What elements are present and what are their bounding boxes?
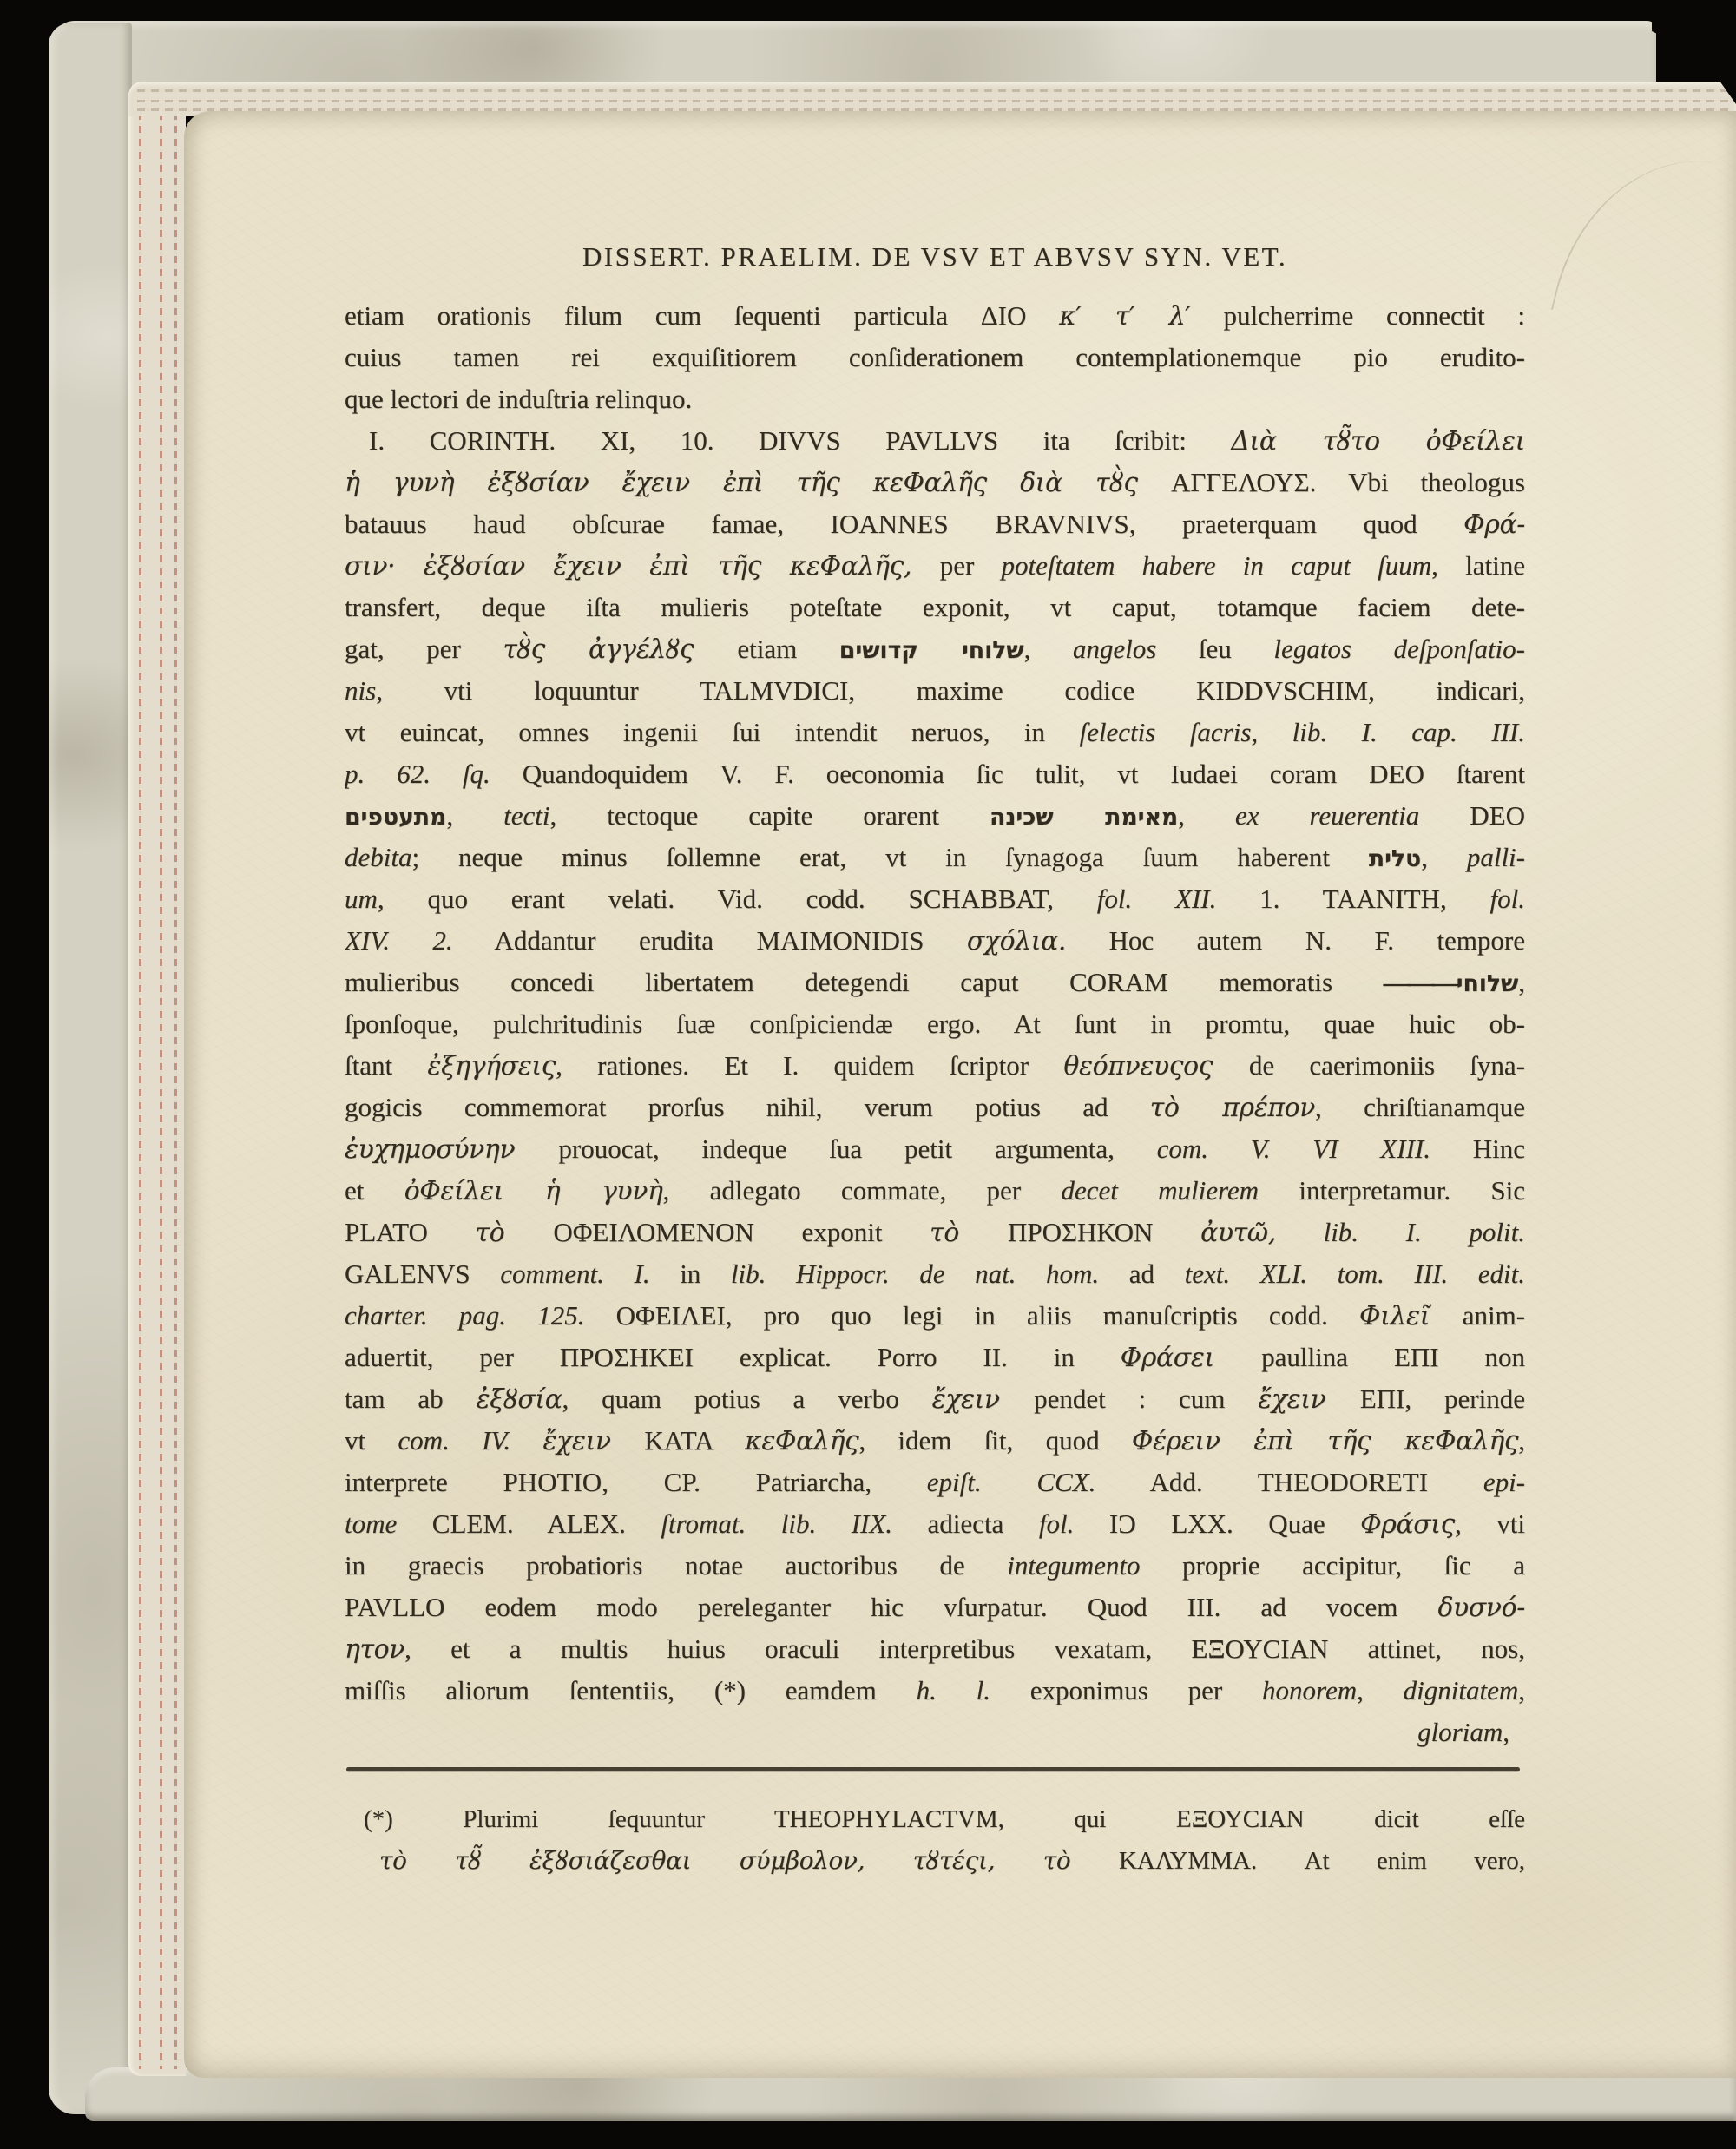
page-stack-left-edges <box>128 82 186 2076</box>
text-line: miſſis aliorum ſententiis, (*) eamdem h. l. exponimus per honorem, dignitatem, <box>345 1675 1525 1705</box>
text-line: um, quo erant velati. Vid. codd. SCHABBAT, fol. XII. 1. TAANITH, fol. <box>345 884 1525 914</box>
text-line: nis, vti loquuntur TALMVDICI, maxime codice KIDDVSCHIM, indicari, <box>345 675 1525 706</box>
text-line: etiam orationis filum cum ſequenti particula ΔΙΟ κ′ τ′ λ′ pulcherrime connectit : <box>345 300 1525 332</box>
text-line: PLATO τὸ ΟΦΕΙΛΟΜΕΝΟΝ exponit τὸ ΠΡΟΣΗΚΟΝ ἀυτῶ, lib. I. polit. <box>345 1217 1525 1248</box>
footnote-rule <box>346 1767 1520 1771</box>
text-line: que lectori de induſtria relinquo. <box>345 384 693 414</box>
text-line: mulieribus concedi libertatem detegendi caput CORAM memoratis ———שלוחי, <box>345 967 1525 997</box>
book-page <box>184 111 1736 2078</box>
page-crease <box>1551 133 1723 342</box>
text-line: gloriam, <box>1417 1717 1509 1747</box>
text-block <box>345 295 1525 1753</box>
text-line: מתעטפים, tecti, tectoque capite orarent מאימת שכינה, ex reuerentia DEO <box>345 800 1525 831</box>
text-line: ἡ γυνὴ ἐξȣσίαν ἔχειν ἐπὶ τῆς κεΦαλῆς διὰ τȣ̀ς ΑΓΓΕΛΟΥΣ. Vbi theologus <box>345 467 1525 498</box>
text-line: σιν· ἐξȣσίαν ἔχειν ἐπὶ τῆς κεΦαλῆς, per poteſtatem habere in caput ſuum, latine <box>345 550 1525 582</box>
text-line: debita; neque minus ſollemne erat, vt in ſynagoga ſuum haberent טלית, palli- <box>345 842 1525 872</box>
text-line: batauus haud obſcurae famae, IOANNES BRAVNIVS, praeterquam quod Φρά- <box>345 509 1525 540</box>
footnote-line: τὸ τȣ̃ ἐξȣσιάζεσθαι σύμβολον, τȣτέςι, τὸ ΚΑΛΥΜΜΑ. At enim vero, <box>379 1846 1525 1875</box>
text-line: ſponſoque, pulchritudinis ſuæ conſpiciendæ ergo. At ſunt in promtu, quae huic ob- <box>345 1009 1525 1039</box>
page-edge-line <box>139 87 141 2069</box>
page-edge-line <box>174 87 177 2069</box>
page-edge-line <box>137 100 1731 102</box>
text-line: et ὀΦείλει ἡ γυνὴ, adlegato commate, per decet mulierem interpretamur. Sic <box>345 1175 1525 1206</box>
text-line: gat, per τȣ̀ς ἀγγέλȣς etiam שלוחי קדושים, angelos ſeu legatos deſponſatio- <box>345 634 1525 665</box>
page-edge-line <box>137 89 1731 92</box>
text-line: ητον, et a multis huius oraculi interpretibus vexatam, ΕΞΟΥCΙΑΝ attinet, nos, <box>345 1633 1525 1665</box>
text-line: vt euincat, omnes ingenii ſui intendit neruos, in ſelectis ſacris, lib. I. cap. III. <box>345 717 1525 747</box>
running-header: DISSERT. PRAELIM. DE VSV ET ABVSV SYN. VET. <box>582 241 1288 272</box>
footnote <box>345 1798 1525 1882</box>
text-line: charter. pag. 125. ΟΦΕΙΛΕΙ, pro quo legi in aliis manuſcriptis codd. Φιλεῖ anim- <box>345 1300 1525 1331</box>
text-line: gogicis commemorat prorſus nihil, verum potius ad τὸ πρέπον, chriſtianamque <box>345 1092 1525 1123</box>
text-line: p. 62. ſq. Quandoquidem V. F. oeconomia ſic tulit, vt Iudaei coram DEO ſtarent <box>345 759 1525 789</box>
text-line: in graecis probatioris notae auctoribus de integumento proprie accipitur, ſic a <box>345 1550 1525 1581</box>
text-line: XIV. 2. Addantur erudita MAIMONIDIS σχόλια. Hoc autem N. F. tempore <box>345 925 1525 956</box>
text-line: interprete PHOTIO, CP. Patriarcha, epiſt. CCX. Add. THEODORETI epi- <box>345 1467 1525 1497</box>
text-line: I. CORINTH. XI, 10. DIVVS PAVLLVS ita ſcribit: Διὰ τȣ̃το ὀΦείλει <box>369 425 1525 457</box>
text-line: GALENVS comment. I. in lib. Hippocr. de nat. hom. ad text. XLI. tom. III. edit. <box>345 1259 1525 1289</box>
text-line: transfert, deque iſta mulieris poteſtate exponit, vt caput, totamque faciem dete- <box>345 592 1525 622</box>
text-line: ἐυχημοσύνην prouocat, indeque ſua petit argumenta, com. V. VI XIII. Hinc <box>345 1134 1525 1165</box>
page-edge-line <box>160 87 162 2069</box>
text-line: PAVLLO eodem modo pereleganter hic vſurpatur. Quod III. ad vocem δυσνό- <box>345 1592 1525 1623</box>
text-line: aduertit, per ΠΡΟΣΗΚΕΙ explicat. Porro II. in Φράσει paullina ΕΠΙ non <box>345 1342 1525 1373</box>
text-line: tam ab ἐξȣσία, quam potius a verbo ἔχειν pendet : cum ἔχειν ΕΠΙ, perinde <box>345 1383 1525 1415</box>
footnote-line: (*) Plurimi ſequuntur THEOPHYLACTVM, qui ΕΞΟΥCΙΑΝ dicit eſſe <box>364 1805 1525 1833</box>
text-line: tome CLEM. ALEX. ſtromat. lib. IIX. adiecta fol. IƆ LXX. Quae Φράσις, vti <box>345 1508 1525 1540</box>
text-line: vt com. IV. ἔχειν ΚΑΤΑ κεΦαλῆς, idem ſit, quod Φέρειν ἐπὶ τῆς κεΦαλῆς, <box>345 1425 1525 1456</box>
book-cover-left-edge <box>49 23 132 2114</box>
text-line: ſtant ἐξηγήσεις, rationes. Et I. quidem ſcriptor θεόπνευςος de caerimoniis ſyna- <box>345 1050 1525 1081</box>
text-line: cuius tamen rei exquiſitiorem conſiderationem contemplationemque pio erudito- <box>345 342 1525 372</box>
